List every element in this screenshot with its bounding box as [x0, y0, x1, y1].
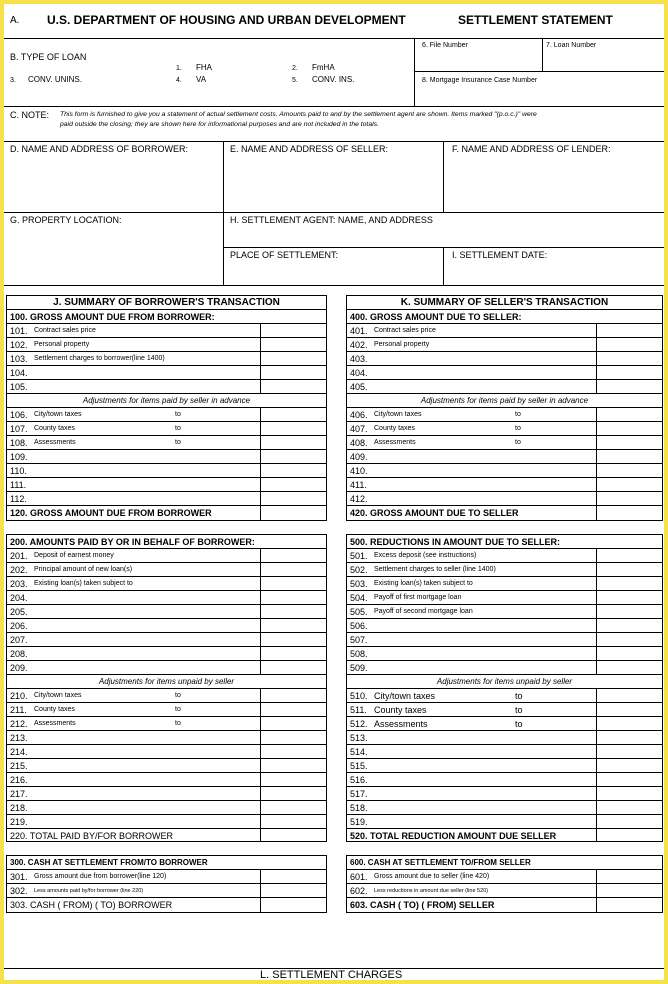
loan-option-fmha[interactable]: FmHA — [312, 63, 335, 72]
line-number: 203. — [10, 579, 28, 589]
line-number: 104. — [10, 368, 28, 378]
borrower-summary-section2 — [6, 534, 327, 842]
table-row[interactable] — [7, 898, 326, 912]
line-number: 411. — [350, 480, 367, 490]
table-row[interactable] — [347, 717, 662, 731]
table-row[interactable] — [7, 492, 326, 506]
seller-name-address[interactable]: E. NAME AND ADDRESS OF SELLER: — [230, 144, 389, 154]
line-number: 506. — [350, 621, 368, 631]
loan-option-number: 1. — [176, 65, 182, 72]
table-row[interactable] — [7, 563, 326, 577]
table-row[interactable] — [7, 773, 326, 787]
line-number: 406. — [350, 410, 368, 420]
table-row[interactable] — [347, 380, 662, 394]
table-row — [7, 394, 326, 408]
table-row[interactable] — [347, 870, 662, 884]
line-number: 515. — [350, 761, 368, 771]
line-number: 602. — [350, 886, 368, 896]
table-row[interactable] — [347, 815, 662, 829]
settlement-agent[interactable]: H. SETTLEMENT AGENT: NAME, AND ADDRESS — [230, 215, 433, 225]
seller-summary-section3 — [346, 855, 663, 913]
table-row[interactable] — [7, 703, 326, 717]
line-number: 206. — [10, 621, 28, 631]
line-number: 403. — [350, 354, 368, 364]
to-label: to — [515, 705, 523, 715]
table-row[interactable] — [7, 422, 326, 436]
line-description: Assessments — [374, 439, 416, 446]
table-row[interactable] — [347, 450, 662, 464]
table-row[interactable] — [347, 352, 662, 366]
line-number: 105. — [10, 382, 28, 392]
line-number: 518. — [350, 803, 368, 813]
total-220: 220. TOTAL PAID BY/FOR BORROWER — [10, 831, 174, 841]
loan-option-fha[interactable]: FHA — [196, 63, 212, 72]
table-row[interactable] — [7, 815, 326, 829]
divider — [443, 141, 444, 212]
line-description: Personal property — [374, 341, 430, 348]
borrower-summary-section3 — [6, 855, 327, 913]
table-row[interactable] — [347, 436, 662, 450]
section-500-heading: 500. REDUCTIONS IN AMOUNT DUE TO SELLER: — [350, 537, 561, 547]
table-row[interactable] — [347, 506, 662, 520]
line-description: Payoff of second mortgage loan — [374, 608, 473, 615]
table-row[interactable] — [7, 506, 326, 520]
table-row — [7, 296, 326, 310]
table-row[interactable] — [347, 745, 662, 759]
note-text-line1: This form is furnished to give you a statement of actual settlement costs. Amounts paid to and by the settlement agent are shown. Items marked "(p.o.c.)" were — [60, 111, 537, 118]
table-row[interactable] — [7, 549, 326, 563]
divider — [414, 71, 664, 72]
line-number: 215. — [10, 761, 28, 771]
table-row[interactable] — [7, 829, 326, 843]
line-description: Contract sales price — [374, 327, 436, 334]
table-row[interactable] — [7, 787, 326, 801]
line-number: 601. — [350, 872, 368, 882]
line-number: 110. — [10, 466, 27, 476]
seller-summary-section2 — [346, 534, 663, 842]
table-row[interactable] — [7, 605, 326, 619]
line-number: 301. — [10, 872, 28, 882]
table-row[interactable] — [7, 380, 326, 394]
line-description: County taxes — [34, 706, 75, 713]
table-row — [347, 394, 662, 408]
settlement-charges-heading: L. SETTLEMENT CHARGES — [260, 969, 403, 980]
line-number: 512. — [350, 719, 368, 729]
adjustments-heading: Adjustments for items unpaid by seller — [436, 677, 573, 686]
line-number: 109. — [10, 452, 28, 462]
divider — [542, 38, 543, 71]
loan-option-number: 2. — [292, 65, 298, 72]
line-number: 101. — [10, 326, 28, 336]
line-number: 513. — [350, 733, 368, 743]
table-row[interactable] — [7, 577, 326, 591]
table-row[interactable] — [347, 661, 662, 675]
loan-option-number: 3. — [10, 77, 16, 84]
line-description: Gross amount due from borrower(line 120) — [34, 873, 167, 880]
note-text-line2: paid outside the closing; they are shown here for informational purposes and are not included in the totals. — [60, 121, 379, 128]
divider — [4, 212, 664, 213]
table-row[interactable] — [347, 605, 662, 619]
line-number: 508. — [350, 649, 368, 659]
section-400-heading: 400. GROSS AMOUNT DUE TO SELLER: — [350, 312, 522, 322]
table-row[interactable] — [7, 870, 326, 884]
form-letter-a: A. — [10, 15, 20, 26]
line-number: 514. — [350, 747, 368, 757]
line-description: Less amounts paid by/for borrower (line 220) — [34, 888, 144, 894]
table-row[interactable] — [347, 619, 662, 633]
table-row[interactable] — [347, 464, 662, 478]
table-row[interactable] — [7, 464, 326, 478]
table-row[interactable] — [7, 352, 326, 366]
table-row[interactable] — [347, 549, 662, 563]
line-number: 103. — [10, 354, 28, 364]
section-100-heading: 100. GROSS AMOUNT DUE FROM BORROWER: — [10, 312, 215, 322]
table-row[interactable] — [7, 801, 326, 815]
table-row[interactable] — [7, 450, 326, 464]
total-120: 120. GROSS AMOUNT DUE FROM BORROWER — [10, 508, 212, 518]
divider — [4, 106, 664, 107]
cash-303: 303. CASH ( FROM) ( TO) BORROWER — [10, 900, 173, 910]
table-row[interactable] — [347, 801, 662, 815]
loan-option-number: 4. — [176, 77, 182, 84]
line-description: Personal property — [34, 341, 90, 348]
line-number: 112. — [10, 494, 27, 504]
line-description: City/town taxes — [34, 411, 82, 418]
table-row[interactable] — [7, 759, 326, 773]
line-number: 516. — [350, 775, 368, 785]
borrower-summary-title: J. SUMMARY OF BORROWER'S TRANSACTION — [53, 297, 280, 308]
table-row[interactable] — [347, 492, 662, 506]
line-description: City/town taxes — [34, 692, 82, 699]
table-row[interactable] — [347, 689, 662, 703]
loan-option-va[interactable]: VA — [196, 75, 207, 84]
line-description: Assessments — [34, 720, 76, 727]
line-number: 213. — [10, 733, 28, 743]
settlement-statement-page — [4, 4, 664, 980]
line-number: 408. — [350, 438, 368, 448]
line-number: 410. — [350, 466, 368, 476]
line-description: Less reductions in amount due seller (line 520) — [374, 888, 489, 894]
line-number: 201. — [10, 551, 28, 561]
line-description: Gross amount due to seller (line 420) — [374, 873, 490, 880]
table-row — [7, 856, 326, 870]
to-label: to — [515, 439, 521, 446]
table-row[interactable] — [7, 366, 326, 380]
total-420: 420. GROSS AMOUNT DUE TO SELLER — [350, 508, 519, 518]
line-number: 218. — [10, 803, 28, 813]
table-row[interactable] — [7, 338, 326, 352]
to-label: to — [515, 411, 521, 418]
line-number: 511. — [350, 705, 367, 715]
line-number: 519. — [350, 817, 368, 827]
table-row[interactable] — [347, 366, 662, 380]
table-row[interactable] — [7, 478, 326, 492]
mortgage-case-number-field[interactable]: 8. Mortgage Insurance Case Number — [422, 77, 538, 84]
line-number: 207. — [10, 635, 28, 645]
line-description: City/town taxes — [374, 691, 436, 701]
to-label: to — [175, 411, 181, 418]
table-row — [347, 296, 662, 310]
line-description: County taxes — [374, 425, 415, 432]
borrower-name-address[interactable]: D. NAME AND ADDRESS OF BORROWER: — [10, 144, 189, 154]
table-row[interactable] — [7, 633, 326, 647]
section-600-heading: 600. CASH AT SETTLEMENT TO/FROM SELLER — [350, 858, 531, 867]
table-row — [347, 856, 662, 870]
table-row[interactable] — [347, 703, 662, 717]
line-number: 204. — [10, 593, 28, 603]
loan-option-conv-ins[interactable]: CONV. INS. — [312, 75, 355, 84]
divider — [4, 38, 664, 39]
cash-603: 603. CASH ( TO) ( FROM) SELLER — [350, 900, 495, 910]
place-of-settlement[interactable]: PLACE OF SETTLEMENT: — [230, 250, 339, 260]
table-row[interactable] — [347, 898, 662, 912]
table-row[interactable] — [347, 478, 662, 492]
line-number: 212. — [10, 719, 28, 729]
note-label: C. NOTE: — [10, 110, 50, 120]
line-number: 505. — [350, 607, 368, 617]
line-description: County taxes — [374, 705, 427, 715]
divider — [4, 285, 664, 286]
table-row[interactable] — [347, 408, 662, 422]
document-title: SETTLEMENT STATEMENT — [458, 13, 613, 27]
to-label: to — [175, 439, 181, 446]
table-row[interactable] — [7, 745, 326, 759]
divider — [414, 38, 415, 106]
table-row[interactable] — [347, 787, 662, 801]
table-row[interactable] — [7, 591, 326, 605]
line-number: 502. — [350, 565, 368, 575]
table-row[interactable] — [347, 647, 662, 661]
divider — [4, 141, 664, 142]
line-description: Excess deposit (see instructions) — [374, 552, 477, 559]
to-label: to — [515, 691, 523, 701]
adjustments-heading: Adjustments for items unpaid by seller — [98, 677, 235, 686]
line-number: 412. — [350, 494, 368, 504]
table-row[interactable] — [7, 731, 326, 745]
line-number: 510. — [350, 691, 368, 701]
adjustments-heading: Adjustments for items paid by seller in advance — [420, 396, 589, 405]
line-number: 205. — [10, 607, 28, 617]
property-location[interactable]: G. PROPERTY LOCATION: — [10, 215, 122, 225]
seller-summary-title: K. SUMMARY OF SELLER'S TRANSACTION — [400, 297, 609, 308]
table-row[interactable] — [347, 422, 662, 436]
table-row[interactable] — [7, 324, 326, 338]
agency-title: U.S. DEPARTMENT OF HOUSING AND URBAN DEVELOPMENT — [47, 13, 406, 27]
section-200-heading: 200. AMOUNTS PAID BY OR IN BEHALF OF BORROWER: — [10, 537, 255, 547]
line-number: 216. — [10, 775, 28, 785]
to-label: to — [175, 692, 181, 699]
line-number: 108. — [10, 438, 28, 448]
table-row[interactable] — [347, 829, 662, 843]
to-label: to — [175, 706, 181, 713]
line-description: Principal amount of new loan(s) — [34, 566, 133, 573]
line-number: 211. — [10, 705, 27, 715]
file-number-field[interactable]: 6. File Number — [422, 42, 468, 49]
line-number: 409. — [350, 452, 368, 462]
line-description: Payoff of first mortgage loan — [374, 594, 462, 601]
table-row[interactable] — [347, 773, 662, 787]
line-description: City/town taxes — [374, 411, 422, 418]
line-number: 509. — [350, 663, 368, 673]
table-row[interactable] — [7, 408, 326, 422]
table-row[interactable] — [7, 661, 326, 675]
line-number: 111. — [10, 480, 27, 490]
line-description: County taxes — [34, 425, 75, 432]
to-label: to — [515, 425, 521, 432]
divider — [223, 141, 224, 285]
table-row — [7, 310, 326, 324]
line-number: 107. — [10, 424, 28, 434]
table-row[interactable] — [7, 717, 326, 731]
line-number: 302. — [10, 886, 28, 896]
line-description: Existing loan(s) taken subject to — [34, 580, 133, 587]
table-row[interactable] — [347, 759, 662, 773]
total-520: 520. TOTAL REDUCTION AMOUNT DUE SELLER — [350, 831, 557, 841]
line-description: Existing loan(s) taken subject to — [374, 580, 473, 587]
line-number: 503. — [350, 579, 368, 589]
line-number: 217. — [10, 789, 28, 799]
table-row[interactable] — [7, 436, 326, 450]
line-number: 210. — [10, 691, 28, 701]
table-row[interactable] — [347, 338, 662, 352]
line-description: Deposit of earnest money — [34, 552, 114, 559]
to-label: to — [175, 425, 181, 432]
line-number: 402. — [350, 340, 368, 350]
line-description: Settlement charges to seller (line 1400) — [374, 566, 496, 573]
type-of-loan-label: B. TYPE OF LOAN — [10, 52, 87, 62]
line-description: Settlement charges to borrower(line 1400) — [34, 355, 165, 362]
line-number: 407. — [350, 424, 368, 434]
settlement-date[interactable]: I. SETTLEMENT DATE: — [452, 250, 548, 260]
borrower-summary-section1 — [6, 295, 327, 521]
to-label: to — [175, 720, 181, 727]
table-row[interactable] — [347, 577, 662, 591]
lender-name-address[interactable]: F. NAME AND ADDRESS OF LENDER: — [452, 144, 611, 154]
table-row[interactable] — [7, 689, 326, 703]
line-description: Contract sales price — [34, 327, 96, 334]
line-number: 404. — [350, 368, 368, 378]
table-row[interactable] — [347, 884, 662, 898]
line-number: 106. — [10, 410, 28, 420]
loan-option-conv-unins[interactable]: CONV. UNINS. — [28, 75, 82, 84]
seller-summary-section1 — [346, 295, 663, 521]
table-row[interactable] — [347, 563, 662, 577]
line-number: 401. — [350, 326, 368, 336]
loan-number-field[interactable]: 7. Loan Number — [546, 42, 597, 49]
line-number: 202. — [10, 565, 28, 575]
table-row[interactable] — [347, 591, 662, 605]
line-number: 209. — [10, 663, 28, 673]
line-number: 405. — [350, 382, 368, 392]
line-number: 507. — [350, 635, 368, 645]
divider — [443, 247, 444, 285]
line-number: 504. — [350, 593, 368, 603]
line-description: Assessments — [374, 719, 428, 729]
table-row — [347, 310, 662, 324]
adjustments-heading: Adjustments for items paid by seller in advance — [82, 396, 251, 405]
line-number: 517. — [350, 789, 368, 799]
table-row[interactable] — [7, 647, 326, 661]
table-row — [7, 675, 326, 689]
section-300-heading: 300. CASH AT SETTLEMENT FROM/TO BORROWER — [10, 858, 208, 867]
table-row — [347, 535, 662, 549]
loan-option-number: 5. — [292, 77, 298, 84]
line-number: 219. — [10, 817, 28, 827]
table-row[interactable] — [347, 324, 662, 338]
line-description: Assessments — [34, 439, 76, 446]
table-row[interactable] — [347, 633, 662, 647]
table-row[interactable] — [7, 884, 326, 898]
line-number: 501. — [350, 551, 368, 561]
table-row — [347, 675, 662, 689]
table-row[interactable] — [347, 731, 662, 745]
line-number: 102. — [10, 340, 28, 350]
to-label: to — [515, 719, 523, 729]
table-row[interactable] — [7, 619, 326, 633]
table-row — [7, 535, 326, 549]
line-number: 208. — [10, 649, 28, 659]
line-number: 214. — [10, 747, 28, 757]
